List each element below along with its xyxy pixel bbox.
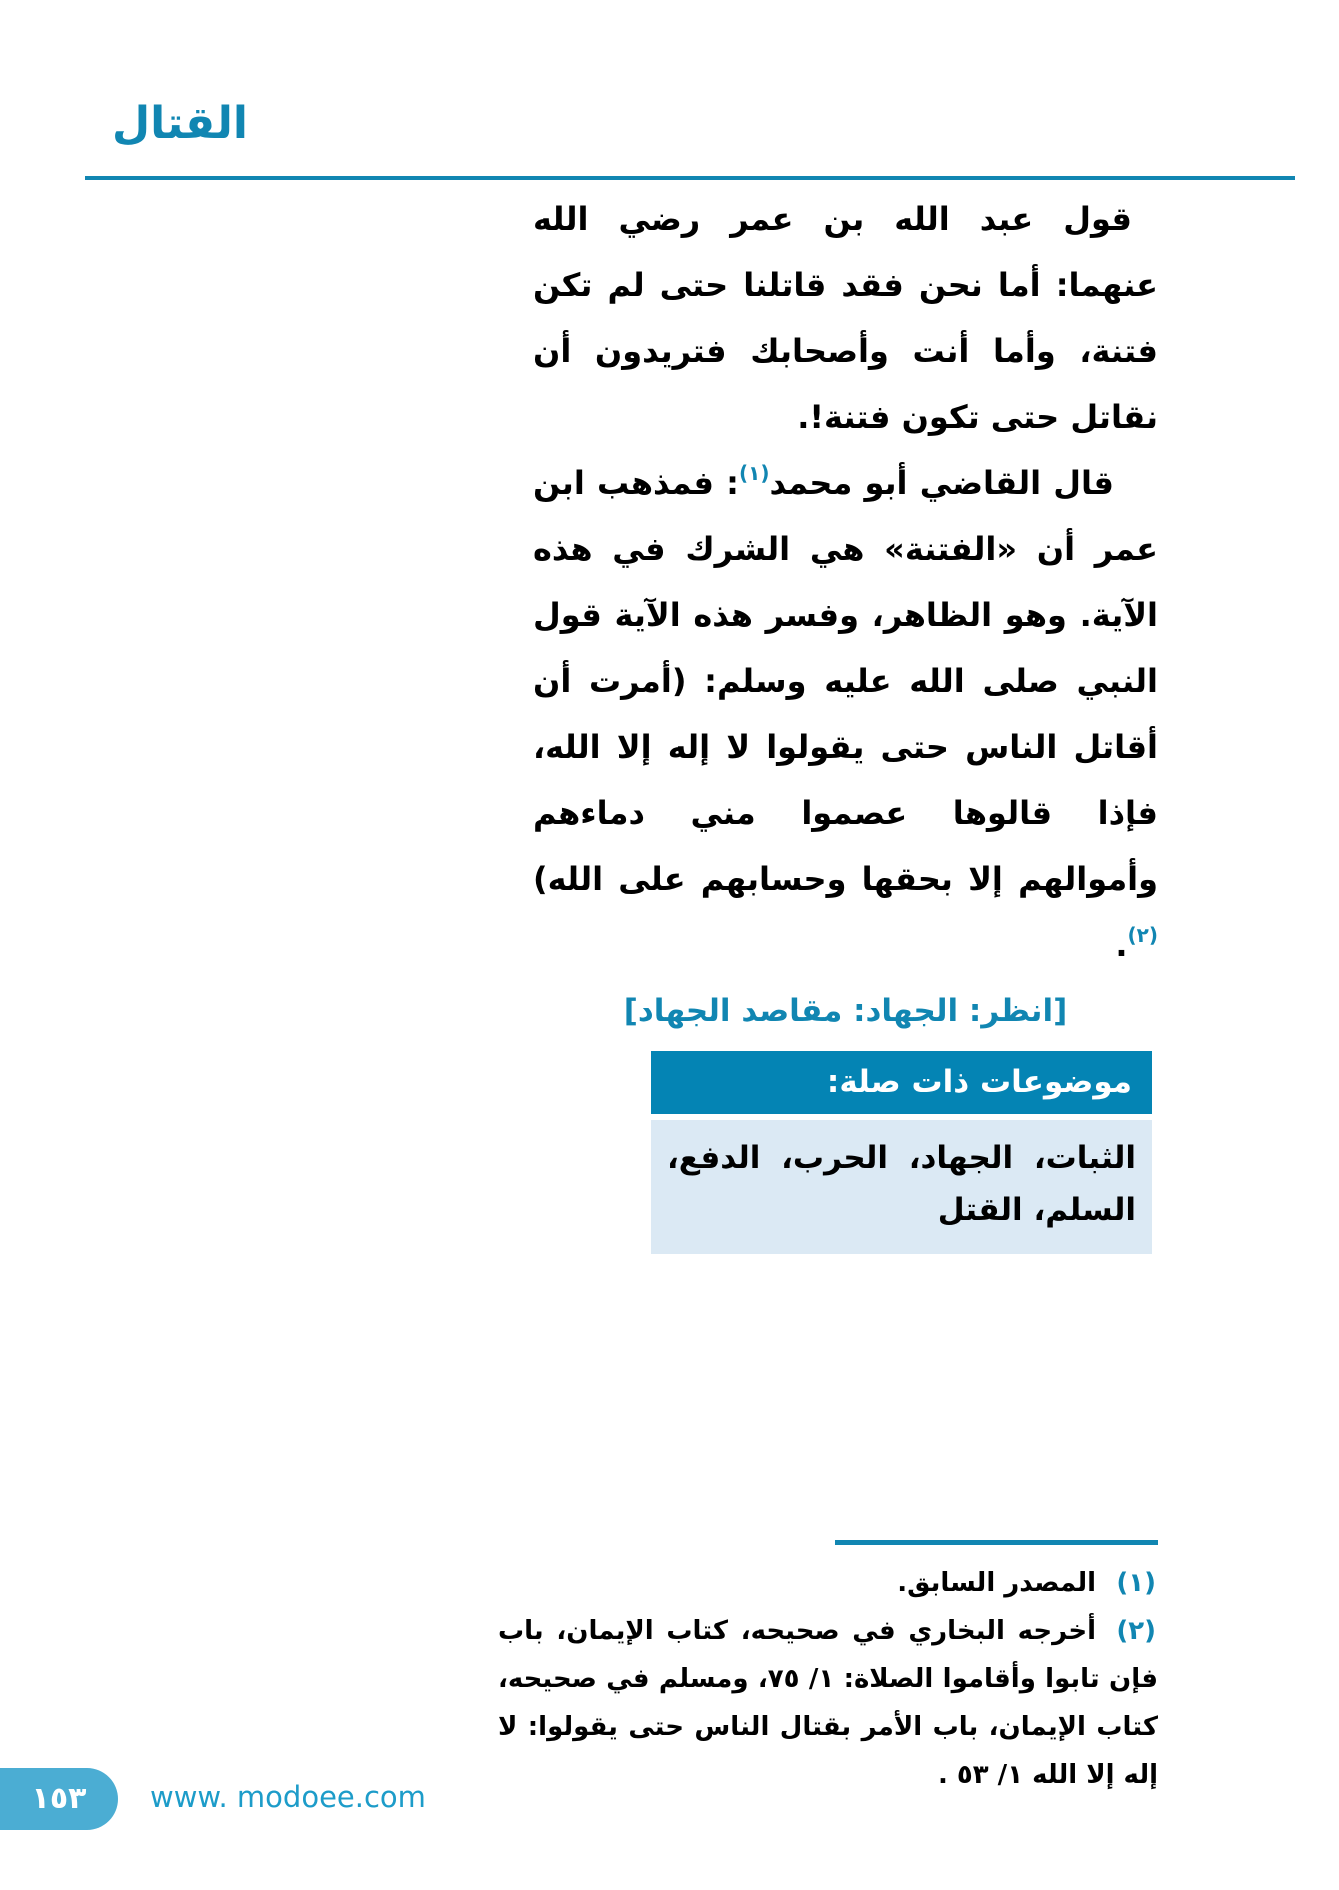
see-also-cross-reference: [انظر: الجهاد: مقاصد الجهاد] (623, 993, 1068, 1029)
paragraph-text: : فمذهب ابن عمر أن «الفتنة» هي الشرك في هذه الآية. وهو الظاهر، وفسر هذه الآية قول النبي صلى الله عليه وسلم: (أمرت أن أقاتل الناس حتى يقولوا لا إله إلا الله، فإذا قالوها عصموا مني دماءهم وأموالهم إلا بحقها وحسابهم على الله) (533, 464, 1158, 898)
footnote-2 (498, 1607, 1158, 1799)
footnote-2-marker: (٢) (1116, 1616, 1156, 1646)
related-topics-box (651, 1051, 1152, 1254)
paragraph (533, 186, 1158, 450)
footnote-1-marker: (١) (1116, 1568, 1156, 1598)
paragraph-text: . (1115, 926, 1128, 964)
main-text-column (533, 186, 1158, 1044)
paragraph (533, 450, 1158, 978)
footnote-1 (498, 1559, 1158, 1607)
page-title: القتال (112, 98, 248, 149)
footnote-2-text: أخرجه البخاري في صحيحه، كتاب الإيمان، باب فإن تابوا وأقاموا الصلاة: ١/ ٧٥، ومسلم في صحيحه، كتاب الإيمان، باب الأمر بقتال الناس حتى يقولوا: لا إله إلا الله ١/ ٥٣ . (498, 1616, 1158, 1790)
paragraph-text: قال القاضي أبو محمد (769, 464, 1115, 502)
footnote-reference-2: (٢) (1127, 923, 1158, 947)
related-topics-header: موضوعات ذات صلة: (651, 1051, 1152, 1114)
paragraph-text: قول عبد الله بن عمر رضي الله عنهما: أما نحن فقد قاتلنا حتى لم تكن فتنة، وأما أنت وأصحابك فتريدون أن نقاتل حتى تكون فتنة!. (533, 200, 1158, 436)
related-topics-list: الثبات، الجهاد، الحرب، الدفع، السلم، القتل (651, 1120, 1152, 1254)
website-link[interactable]: www. modoee.com (150, 1780, 426, 1814)
header-divider (85, 176, 1295, 180)
footnotes-section (498, 1540, 1158, 1799)
footnote-1-text: المصدر السابق. (897, 1568, 1096, 1598)
page-number-badge: ١٥٣ (0, 1768, 118, 1830)
footnote-divider (835, 1540, 1158, 1545)
footnote-reference-1: (١) (738, 461, 770, 485)
